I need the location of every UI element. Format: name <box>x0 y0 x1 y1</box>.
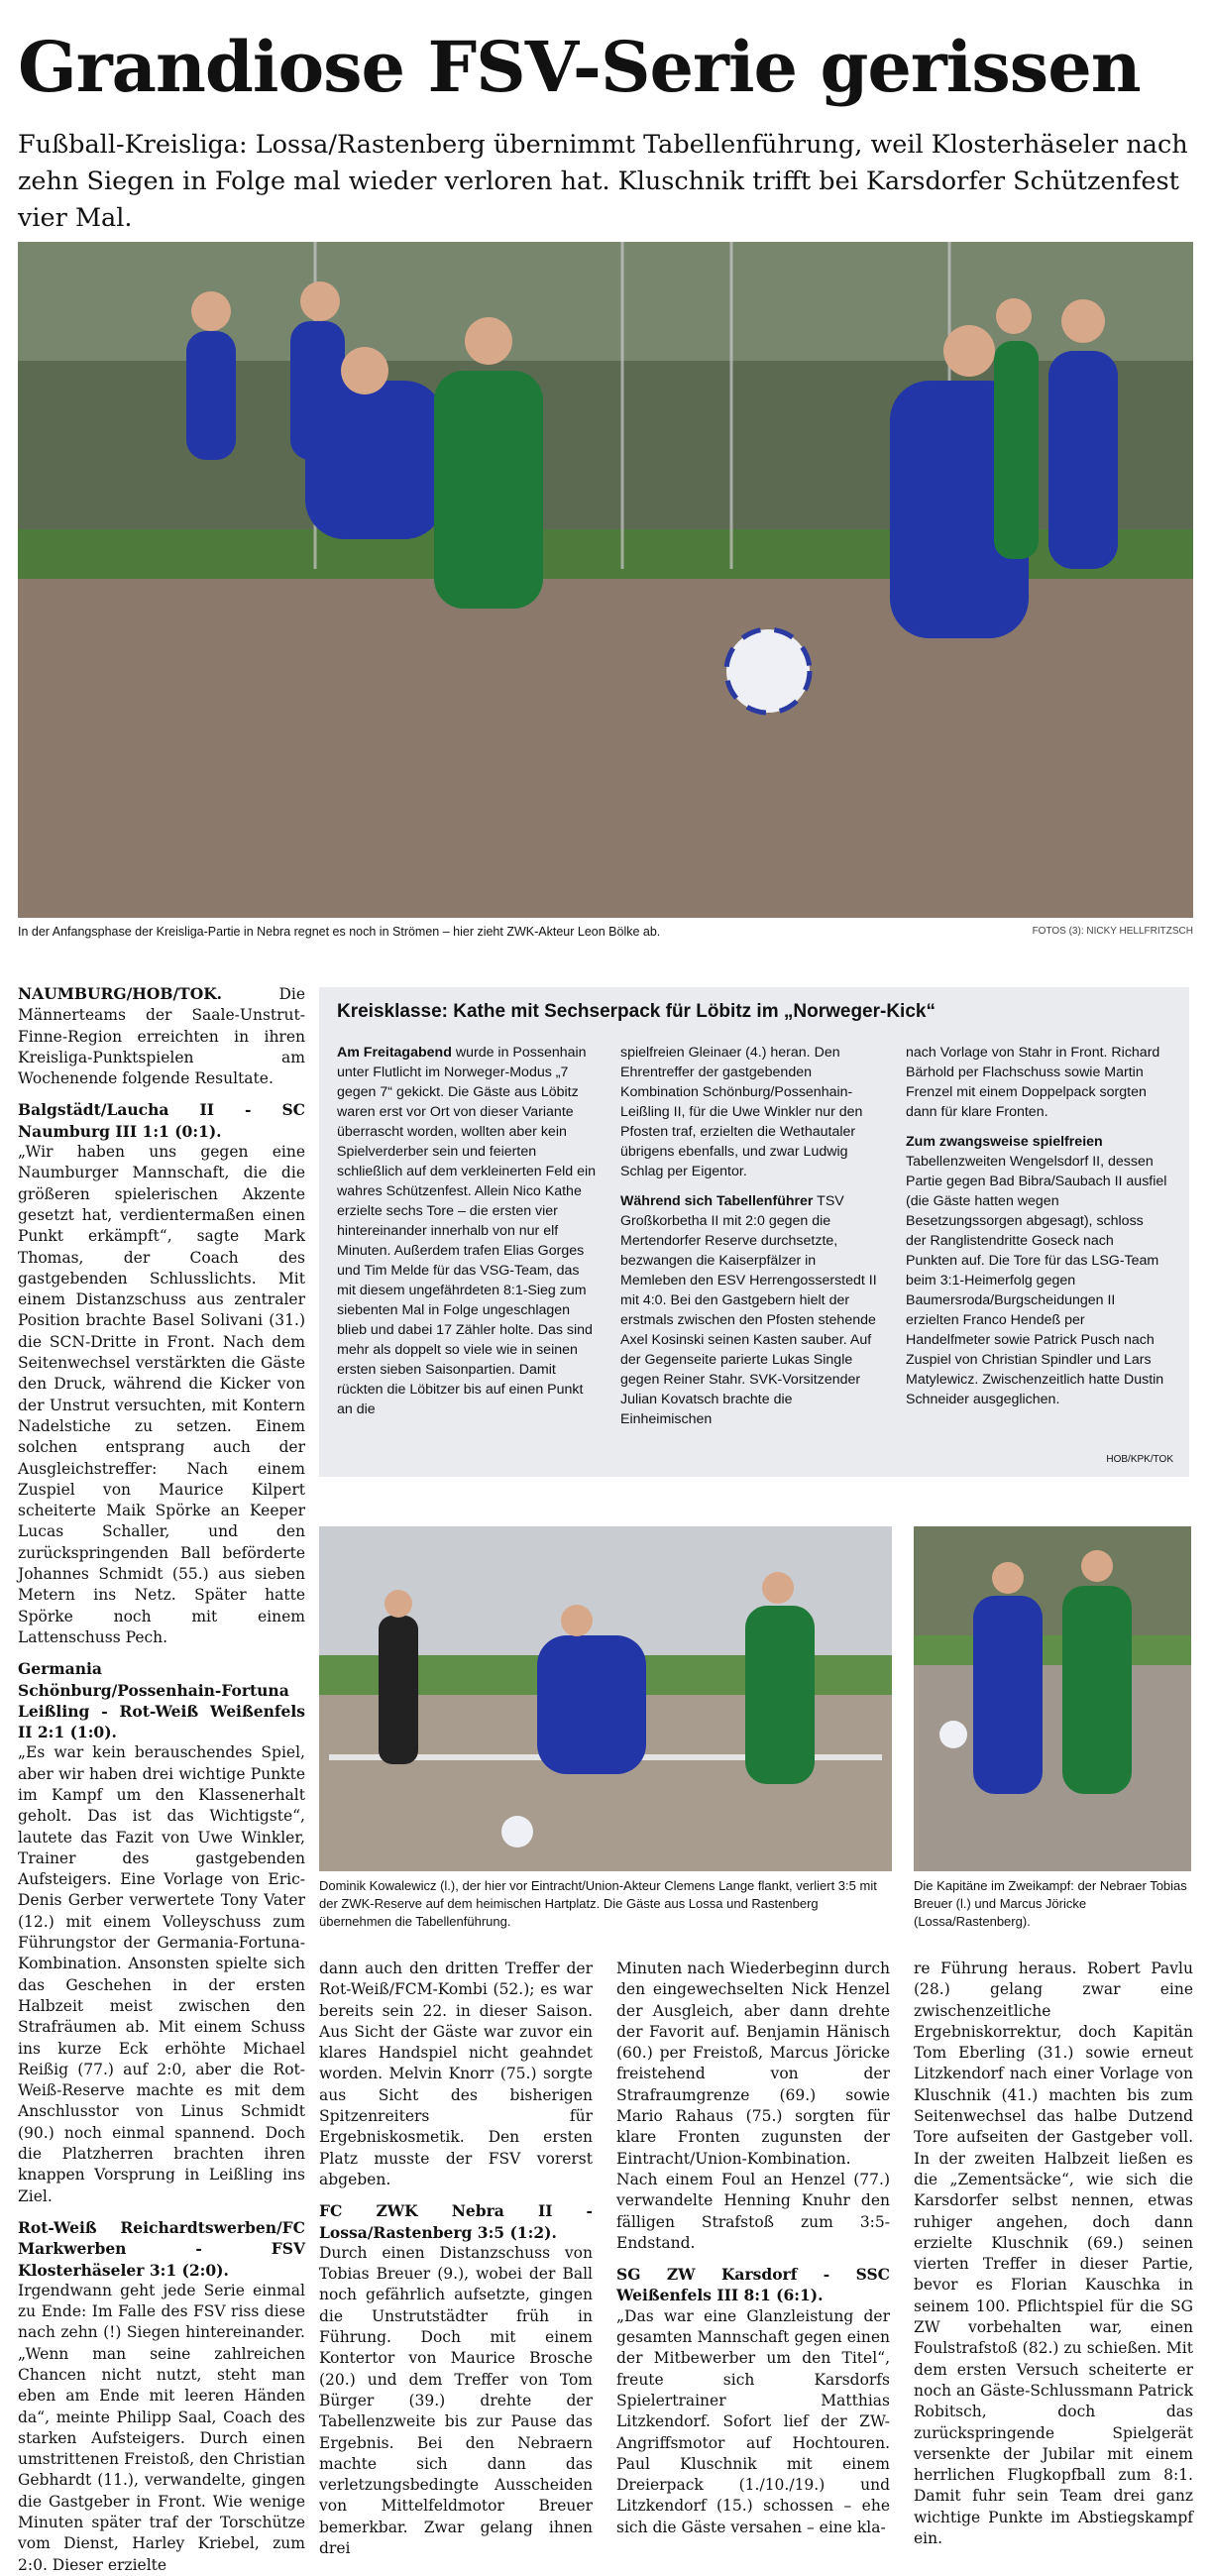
match-3-text: Irgendwann geht jede Serie einmal zu Ende: Im Falle des FSV riss diese nach zehn (!) Siegen hintereinander. „Wenn man seine zahlreichen Chancen nicht nutzt, steht man eben am Ende mit leeren Händen da“, meinte Philipp Saal, Coach des starken Aufsteigers. Durch einen umstrittenen Freistoß, den Christian Gebhardt (11.), verwandelte, gingen die Gastgeber in Front. Wie wenige Minuten später traf der Torschütze vom Dienst, Harley Kriebel, zum 2:0. Dieser erzielte <box>18 2281 305 2574</box>
box-text-1: wurde in Possenhain unter Flutlicht im Norweger-Modus „7 gegen 7“ gekickt. Die Gäste aus Löbitz waren erst vor Ort von dieser Variante überrascht worden, wollten aber kein Spielverderber sein und feierten schließlich auf dem verkleinerten Feld ein wahres Schützenfest. Allein Nico Kathe erzielte sechs Tore – die ersten vier hintereinander innerhalb von nur elf Minuten. Außerdem trafen Elias Gorges und Tim Melde für das VSG-Team, das mit diesem ungefährdeten 8:1-Sieg zum siebenten Mal in Folge ungeschlagen blieb und dabei 17 Zähler holte. Das sind mehr als doppelt so viele wie in seinen ersten sieben Saisonpartien. Damit rückten die Löbitzer bis auf einen Punkt an die <box>337 1045 597 1417</box>
box-lead-1: Am Freitagabend <box>337 1045 452 1061</box>
match-1-title: Balgstädt/Laucha II - SC Naumburg III 1:1 (0:1). <box>18 1100 305 1141</box>
kreisklasse-box <box>319 987 1189 1477</box>
column-2 <box>319 1959 593 2559</box>
match-3-title: Rot-Weiß Reichardtswerben/FC Markwerben - FSV Klosterhäseler 3:1 (2:0). <box>18 2217 305 2280</box>
dateline: NAUMBURG/HOB/TOK. <box>18 984 223 1003</box>
column-3-text: Minuten nach Wiederbeginn durch den eingewechselten Nick Henzel der Ausgleich, aber dann drehte der Favorit auf. Benjamin Hänisch (60.) per Freistoß, Marcus Jöricke freistehend von der Strafraumgrenze (69.) sowie Mario Rahaus (75.) sorgten für klare Fronten zugunsten der Eintracht/Union-Kombination. Nach einem Foul an Henzel (77.) verwandelte Henning Knuhr den fälligen Strafstoß zum 3:5-Endstand. <box>616 1960 890 2252</box>
box-text-3: nach Vorlage von Stahr in Front. Richard Bärhold per Flachschuss sowie Martin Frenzel mit einem Doppelpack sorgten dann für klare Fronten. <box>906 1045 1160 1120</box>
subheadline: Fußball-Kreisliga: Lossa/Rastenberg übernimmt Tabellenführung, weil Klosterhäseler nach zehn Siegen in Folge mal wieder verloren hat. Kluschnik trifft bei Karsdorfer Schützenfest vier Mal. <box>18 130 1188 233</box>
photo-2 <box>319 1526 892 1871</box>
main-photo-caption: In der Anfangsphase der Kreisliga-Partie in Nebra regnet es noch in Strömen – hier zieht ZWK-Akteur Leon Bölke ab. <box>18 925 661 939</box>
match-4-text: Durch einen Distanzschuss von Tobias Breuer (9.), wobei der Ball noch gefährlich aufsetzte, gingen die Unstrutstädter früh in Führung. Doch mit einem Kontertor von Maurice Brosche (20.) und dem Treffer von Tom Bürger (39.) drehte der Tabellenzweite bis zur Pause das Ergebnis. Bei den Nebraern machte sich dann das verletzungsbedingte Ausscheiden von Mittelfeldmotor Breuer bemerkbar. Zwar gelang ihnen drei <box>319 2243 593 2558</box>
box-text-2b: TSV Großkorbetha II mit 2:0 gegen die Mertendorfer Reserve durchsetzte, bezwangen die Kaiserpfälzer in Memleben den ESV Herrengosserstedt II mit 4:0. Bei den Gastgebern hielt der erstmals zwischen den Pfosten stehende Axel Kosinski seinen Kasten sauber. Auf der Gegenseite parierte Lukas Single gegen Reiner Stahr. SVK-Vorsitzender Julian Kovatsch brachte die Einheimischen <box>620 1193 877 1427</box>
column-4-text: re Führung heraus. Robert Pavlu (28.) gelang zwar eine zwischenzeitliche Ergebniskorrektur, doch Kapitän Tom Eberling (31.) sowie erneut Litzkendorf nach einer Vorlage von Kluschnik (41.) machten bis zum Seitenwechsel das halbe Dutzend Tore aufseiten der Gastgeber voll. In der zweiten Halbzeit ließen es die „Zementsäcke“, wie sich die Karsdorfer selbst nennen, etwas ruhiger angehen, doch dann erzielte Kluschnik (69.) seinen vierten Treffer in dieser Partie, bevor es Florian Kauschka in seinem 100. Pflichtspiel für die SG ZW vorbehalten war, einen Foulstrafstoß (82.) zu schießen. Mit dem ersten Versuch scheiterte er noch an Gäste-Schlussmann Patrick Robitsch, doch das zurückspringende Spielgerät versenkte der Jubilar mit einem herrlichen Flugkopfball zum 8:1. Damit fuhr sein Team drei ganz wichtige Punkte im Abstiegskampf ein. <box>914 1960 1193 2548</box>
match-4-title: FC ZWK Nebra II - Lossa/Rastenberg 3:5 (1:2). <box>319 2201 593 2242</box>
match-5-text: „Das war eine Glanzleistung der gesamten Mannschaft gegen einen der Mitbewerber um den Titel“, freute sich Karsdorfs Spielertrainer Matthias Litzkendorf. Sofort lief der ZW-Angriffsmotor auf Hochtouren. Paul Kluschnik mit einem Dreierpack (1./10./19.) und Litzkendorf (15.) schossen – ehe sich die Gäste versahen – eine kla- <box>616 2306 890 2536</box>
intro-text: Die Männerteams der Saale-Unstrut-Finne-Region erreichten in ihren Kreisliga-Punktspielen am Wochenende folgende Resultate. <box>18 985 305 1088</box>
box-column-1 <box>337 1043 599 1419</box>
match-2-title: Germania Schönburg/Possenhain-Fortuna Leißling - Rot-Weiß Weißenfels II 2:1 (1:0). <box>18 1659 305 1742</box>
match-2-text: „Es war kein berauschendes Spiel, aber wir haben drei wichtige Punkte im Kampf um den Klassenerhalt geholt. Das ist das Wichtigste“, lautete das Fazit von Uwe Winkler, Trainer des gastgebenden Aufsteigers. Eine Vorlage von Eric-Denis Gerber verwertete Tony Vater (12.) mit einem Volleyschuss zum Führungstor der Germania-Fortuna-Kombination. Ansonsten spielte sich das Geschehen in der ersten Halbzeit meist zwischen den Strafräumen ab. Mit einem Schuss ins kurze Eck erhöhte Michael Reißig (77.) auf 2:0, aber die Rot-Weiß-Reserve machte es mit dem Anschlusstor von Linus Schmidt (90.) noch einmal spannend. Doch die Platzherren brachten ihren knappen Vorsprung in Leißling ins Ziel. <box>18 1743 305 2205</box>
box-signature: HOB/KPK/TOK <box>1106 1454 1173 1465</box>
headline: Grandiose FSV-Serie gerissen <box>18 26 1141 108</box>
box-column-2 <box>620 1043 882 1429</box>
column-2-text: dann auch den dritten Treffer der Rot-Weiß/FCM-Kombi (52.); es war bereits sein 22. in dieser Saison. Aus Sicht der Gäste war zuvor ein klares Handspiel nicht geahndet worden. Melvin Knorr (75.) sorgte aus Sicht des bisherigen Spitzenreiters für Ergebniskosmetik. Den ersten Platz musste der FSV vorerst abgeben. <box>319 1960 593 2188</box>
box-lead-3: Zum zwangsweise spielfreien <box>906 1134 1103 1150</box>
main-photo <box>18 242 1193 918</box>
box-lead-2: Während sich Tabellenführer <box>620 1193 814 1209</box>
column-1 <box>18 983 305 2576</box>
photo-3 <box>914 1526 1191 1871</box>
box-text-2: spielfreien Gleinaer (4.) heran. Den Ehrentreffer der gastgebenden Kombination Schönburg/Possenhain-Leißling II, für die Uwe Winkler nur den Pfosten traf, erzielten die Wethautaler übrigens ebenfalls, und zwar Ludwig Schlag per Eigentor. <box>620 1045 863 1179</box>
photo-2-caption: Dominik Kowalewicz (l.), der hier vor Eintracht/Union-Akteur Clemens Lange flankt, verliert 3:5 mit der ZWK-Reserve auf dem heimischen Hartplatz. Die Gäste aus Lossa und Rastenberg übernehmen die Tabellenführung. <box>319 1878 877 1929</box>
photo-3-caption: Die Kapitäne im Zweikampf: der Nebraer Tobias Breuer (l.) und Marcus Jöricke (Lossa/Rastenberg). <box>914 1878 1187 1929</box>
photo-credit: FOTOS (3): NICKY HELLFRITZSCH <box>1032 926 1193 937</box>
column-3 <box>616 1959 890 2538</box>
box-text-3b: Tabellenzweiten Wengelsdorf II, dessen Partie gegen Bad Bibra/Saubach II ausfiel (die Gäste hatten wegen Besetzungssorgen abgesagt), schloss der Ranglistendritte Goseck nach Punkten auf. Die Tore für das LSG-Team beim 3:1-Heimerfolg gegen Baumersroda/Burgscheidungen II erzielten Franco Hendeß per Handelfmeter sowie Patrick Pusch nach Zuspiel von Christian Spindler und Lars Matylewicz. Zwischenzeitlich hatte Dustin Schneider ausgeglichen. <box>906 1154 1167 1407</box>
match-5-title: SG ZW Karsdorf - SSC Weißenfels III 8:1 (6:1). <box>616 2265 890 2305</box>
box-column-3 <box>906 1043 1167 1409</box>
match-1-text: „Wir haben uns gegen eine Naumburger Mannschaft, die die größeren spielerischen Akzente gesetzt hat, verdientermaßen einen Punkt erkämpft“, sagte Mark Thomas, der Coach des gastgebenden Schlusslichts. Mit einem Distanzschuss aus zentraler Position brachte Basel Solivani (31.) die SCN-Dritte in Front. Nach dem Seitenwechsel verstärkten die Gäste den Druck, während die Kicker von der Unstrut versuchten, mit Kontern Nadelstiche zu setzen. Einem solchen entsprang auch der Ausgleichstreffer: Nach einem Zuspiel von Maurice Kilpert scheiterte Maik Spörke an Keeper Lucas Schaller, und den zurückspringenden Ball beförderte Johannes Schmidt (55.) aus sieben Metern ins Netz. Später hatte Spörke noch mit einem Lattenschuss Pech. <box>18 1143 305 1646</box>
column-4 <box>914 1959 1193 2549</box>
box-title: Kreisklasse: Kathe mit Sechserpack für Löbitz im „Norweger-Kick“ <box>337 1001 936 1022</box>
